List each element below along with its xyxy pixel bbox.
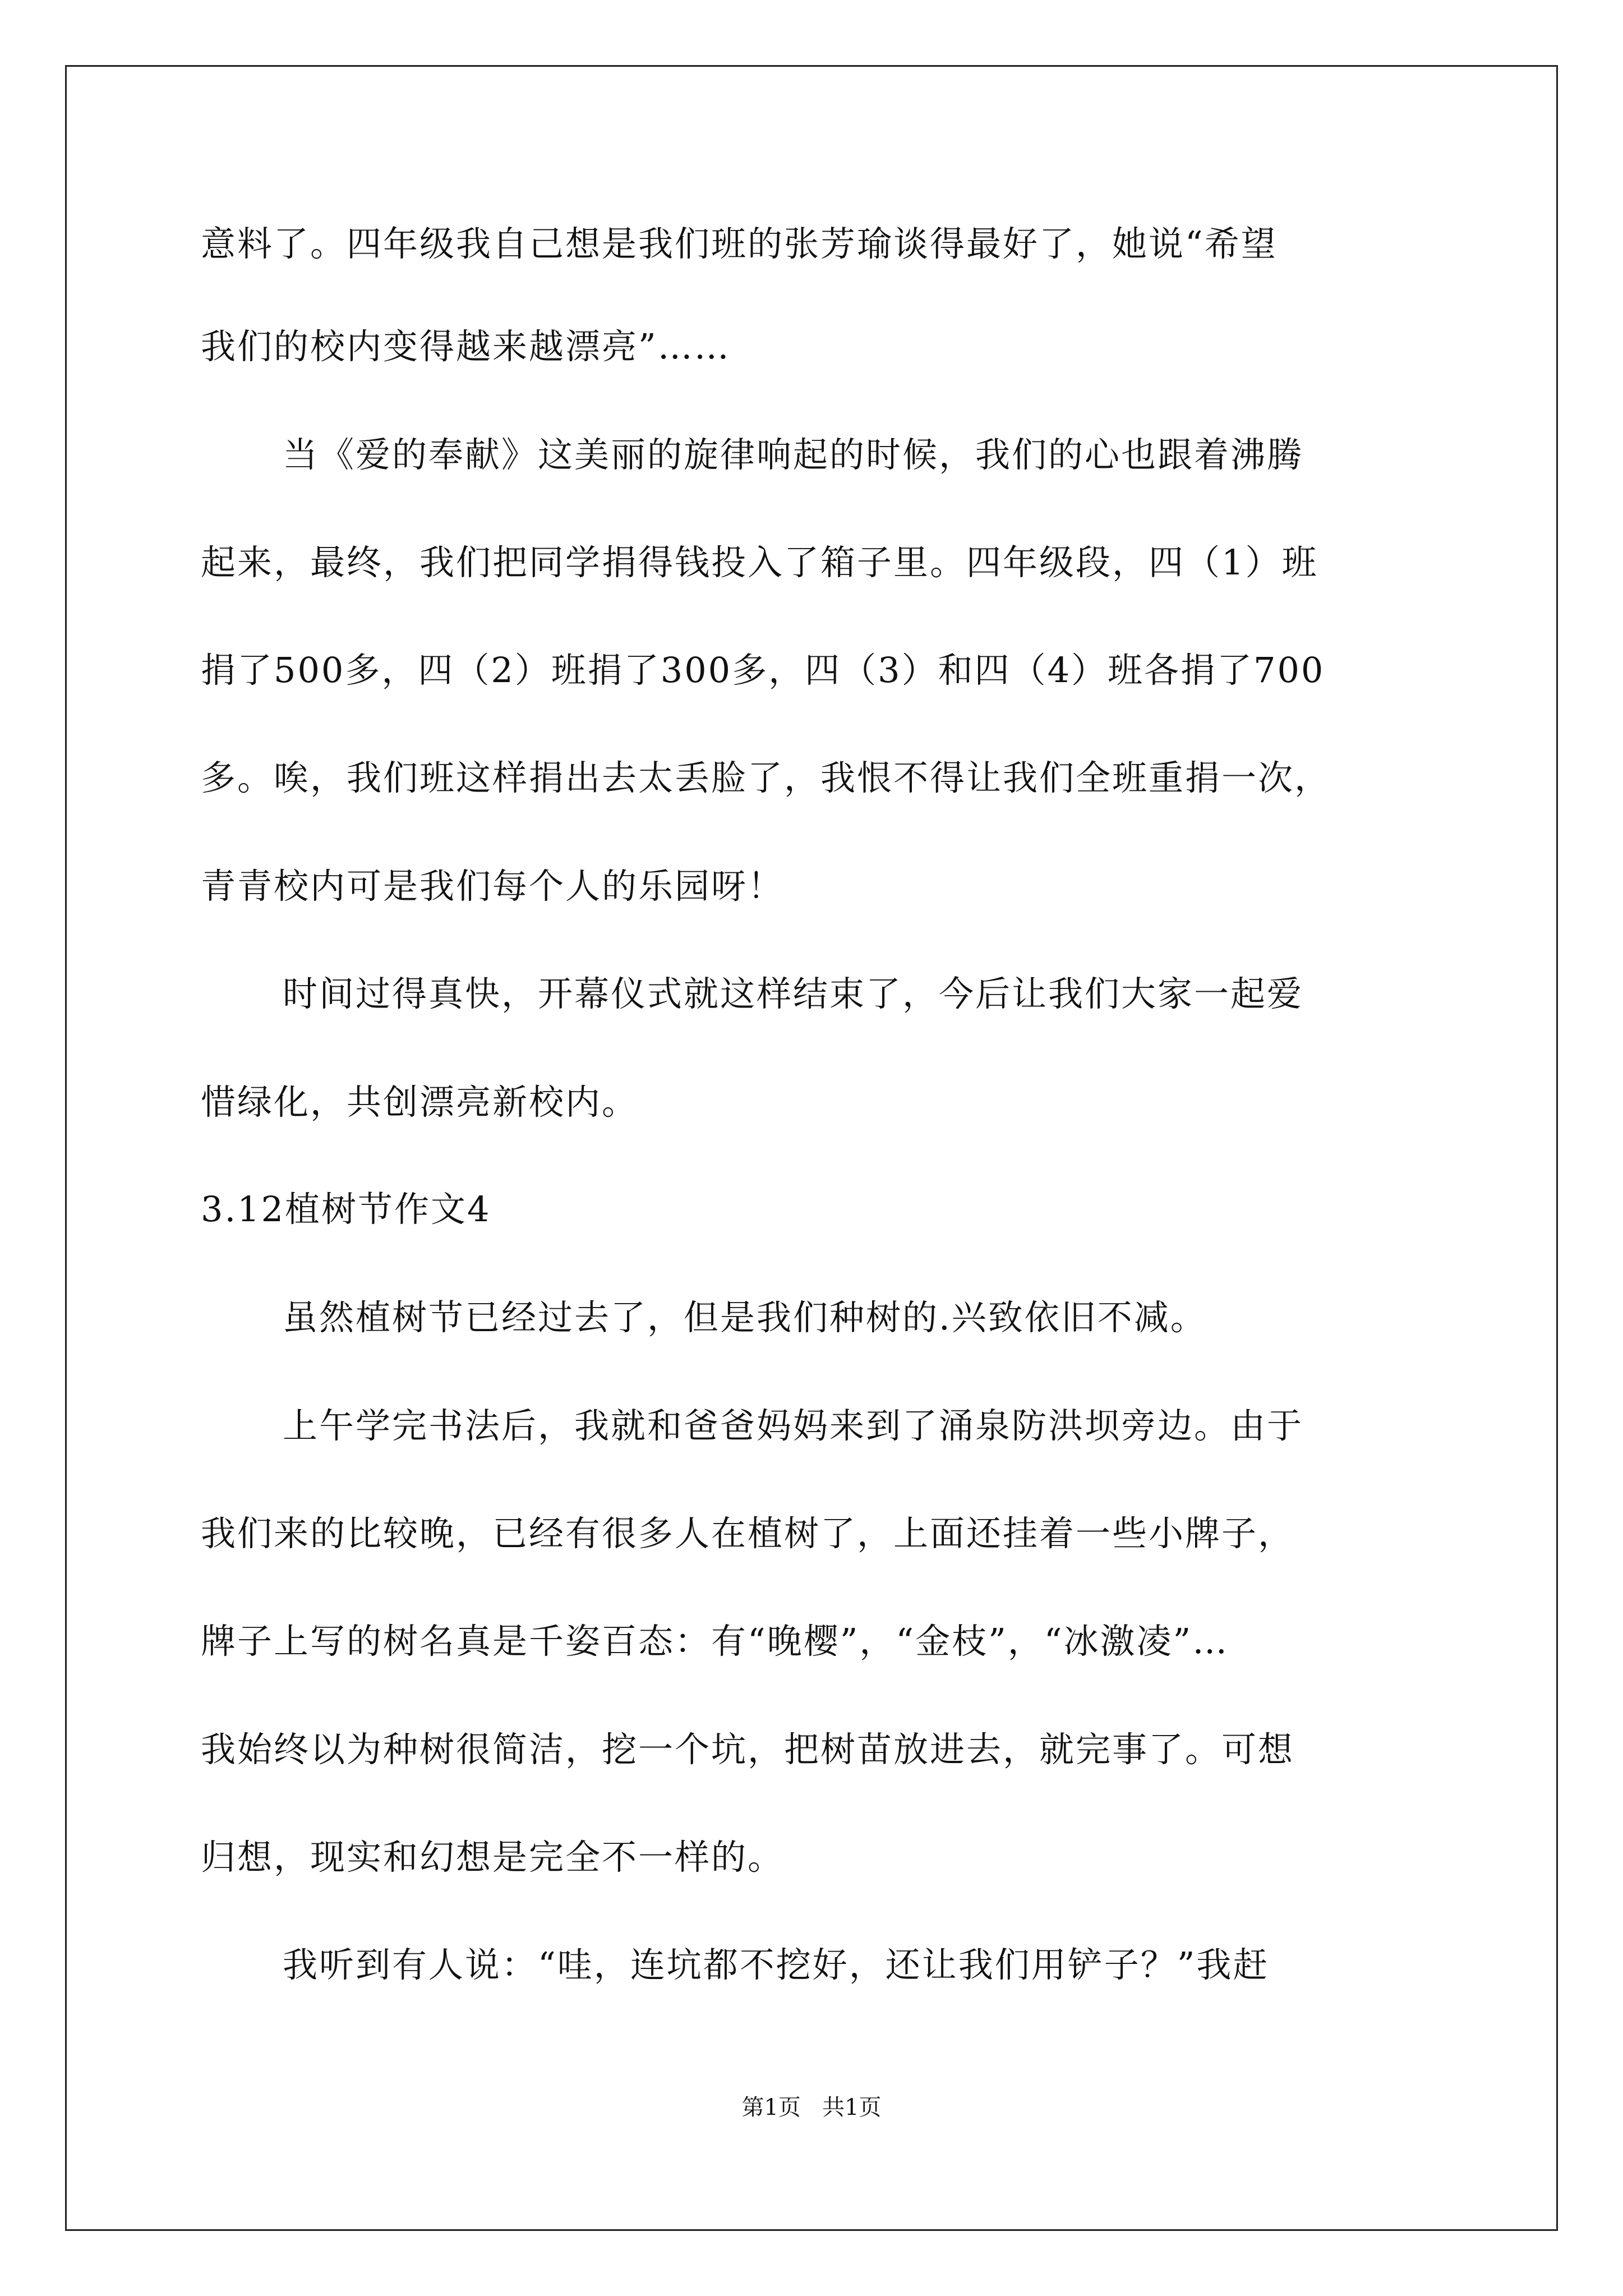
text-line: 意料了。四年级我自己想是我们班的张芳瑜谈得最好了，她说“希望 — [201, 223, 1278, 264]
text-line: 牌子上写的树名真是千姿百态：有“晚樱”，“金枝”，“冰激凌”… — [201, 1621, 1229, 1662]
paragraph-start: 当《爱的奉献》这美丽的旋律响起的时候，我们的心也跟着沸腾 — [283, 434, 1304, 475]
text-line: 捐了500多，四（2）班捐了300多，四（3）和四（4）班各捐了700 — [201, 650, 1325, 691]
text-line: 归想，现实和幻想是完全不一样的。 — [201, 1837, 785, 1878]
text-line: 多。唉，我们班这样捐出去太丢脸了，我恨不得让我们全班重捐一次， — [201, 757, 1331, 798]
paragraph-start: 我听到有人说：“哇，连坑都不挖好，还让我们用铲子？”我赶 — [283, 1944, 1270, 1985]
text-line: 我始终以为种树很简洁，挖一个坑，把树苗放进去，就完事了。可想 — [201, 1729, 1295, 1770]
text-line: 我们的校内变得越来越漂亮”…… — [201, 326, 731, 367]
text-line: 惜绿化，共创漂亮新校内。 — [201, 1082, 639, 1122]
text-line: 我们来的比较晚，已经有很多人在植树了，上面还挂着一些小牌子， — [201, 1513, 1295, 1554]
section-heading: 3.12植树节作文4 — [201, 1189, 491, 1230]
text-line: 起来，最终，我们把同学捐得钱投入了箱子里。四年级段，四（1）班 — [201, 542, 1318, 583]
page-footer: 第1页 共1页 — [741, 2095, 882, 2120]
text-line: 青青校内可是我们每个人的乐园呀！ — [201, 866, 785, 907]
paragraph-start: 上午学完书法后，我就和爸爸妈妈来到了涌泉防洪坝旁边。由于 — [283, 1405, 1304, 1446]
paragraph-start: 时间过得真快，开幕仪式就这样结束了，今后让我们大家一起爱 — [283, 973, 1304, 1014]
paragraph-start: 虽然植树节已经过去了，但是我们种树的.兴致依旧不减。 — [283, 1297, 1207, 1338]
page-border — [65, 65, 1558, 2231]
